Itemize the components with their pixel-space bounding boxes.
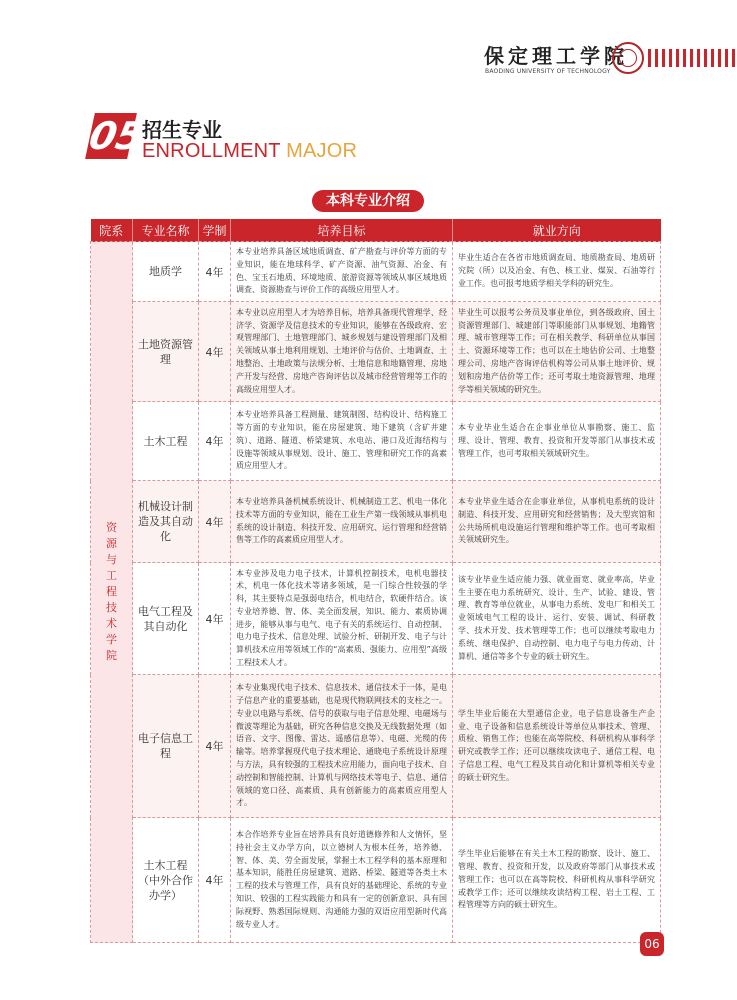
table-title: 本科专业介绍: [312, 190, 424, 212]
col-header-direction: 就业方向: [453, 219, 661, 242]
section-title-en-part1: ENROLLMENT: [142, 140, 281, 162]
career-direction: 毕业生可以报考公务员及事业单位，到各级政府、国土资源管理部门、城建部门等职能部门从事规划、地籍管理、城市管理等工作；可在相关教学、科研单位从事国土、资源环境等工作；也可以在土地估价公司、土地整理公司、房地产咨询评估机构等公司从事土地评价、规划和房地产估价等工作；还可考取土地资源管理、地理学等相关领域的研究生。: [453, 302, 661, 402]
career-direction: 本专业毕业生适合在企事业单位从事勘察、施工、监理、设计、管理、教育、投资和开发等部门从事技术或管理工作，也可考取相关领域研究生。: [453, 402, 661, 481]
table-row: [91, 242, 661, 302]
table-row: [91, 481, 661, 563]
study-years: 4年: [199, 818, 231, 943]
school-seal-icon: [612, 42, 644, 74]
col-header-years: 学制: [199, 219, 231, 242]
training-goal: 本专业培养具备机械系统设计、机械制造工艺、机电一体化技术等方面的专业知识，能在工业生产第一线领域从事机电系统的设计制造、科技开发、应用研究、运行管理和经营销售等工作的高素质应用型人才。: [231, 481, 453, 563]
major-name: 电子信息工程: [133, 675, 199, 818]
study-years: 4年: [199, 481, 231, 563]
career-direction: 该专业毕业生适应能力强、就业面宽、就业率高，毕业生主要在电力系统研究、设计、生产、试验、建设、管理、教育等单位就业，从事电力系统、发电厂和相关工业领域电气工程的设计、运行、安装、调试、科研教学、技术开发、技术管理等工作；也可以继续考取电力系统、继电保护、自动控制、电力电子与电力传动、计算机、通信等多个专业的硕士研究生。: [453, 563, 661, 675]
table-row: [91, 302, 661, 402]
table-header-row: [91, 219, 661, 242]
table-row: [91, 675, 661, 818]
school-name-en: BAODING UNIVERSITY OF TECHNOLOGY: [485, 68, 611, 75]
department-name: 资源与工程技术学院: [106, 521, 117, 663]
career-direction: 本专业毕业生适合在企事业单位，从事机电系统的设计制造、科技开发、应用研究和经营销售；及大型宾馆和公共场所机电设施运行管理和维护等工作。也可考取相关领域研究生。: [453, 481, 661, 563]
career-direction: 毕业生适合在各省市地质调查局、地质勘查局、地质研究院（所）以及冶金、有色、核工业、煤炭、石油等行业工作。也可报考地质学相关学科的研究生。: [453, 242, 661, 302]
major-name: 土木工程（中外合作办学）: [133, 818, 199, 943]
study-years: 4年: [199, 563, 231, 675]
study-years: 4年: [199, 675, 231, 818]
table-row: [91, 563, 661, 675]
study-years: 4年: [199, 302, 231, 402]
training-goal: 本合作培养专业旨在培养具有良好道德修养和人文情怀，坚持社会主义办学方向，以立德树人为根本任务，培养德、智、体、美、劳全面发展，掌握土木工程学科的基本原理和基本知识，能胜任房屋建筑、道路、桥梁、隧道等各类土木工程的技术与管理工作，具有良好的基础理论、系统的专业知识、较强的工程实践能力和具有一定的创新意识、具有国际视野、熟悉国际规则、沟通能力强的双语应用型新时代高级专业人才。: [231, 818, 453, 943]
training-goal: 本专业涉及电力电子技术，计算机控制技术，电机电器技术，机电一体化技术等诸多领域，是一门综合性较强的学科，其主要特点是强弱电结合，机电结合，软硬件结合。该专业培养德、智、体、美全面发展，知识、能力、素质协调进步，能够从事与电气、电子有关的系统运行、自动控制、电力电子技术、信息处理、试验分析、研制开发、电子与计算机技术应用等领域工作的“高素质、强能力、应用型”高级工程技术人才。: [231, 563, 453, 675]
section-title-en-part2: MAJOR: [286, 140, 358, 162]
table-row: [91, 402, 661, 481]
study-years: 4年: [199, 242, 231, 302]
training-goal: 本专业培养具备工程测量、建筑制图、结构设计、结构施工等方面的专业知识，能在房屋建筑、地下建筑（含矿井建筑）、道路、隧道、桥梁建筑、水电站、港口及近海结构与设施等领域从事规划、设计、施工、管理和研究工作的高素质应用型人才。: [231, 402, 453, 481]
career-direction: 学生毕业后能够在有关土木工程的勘察、设计、施工、管理、教育、投资和开发，以及政府等部门从事技术或管理工作；也可以在高等院校、科研机构从事科学研究或教学工作；还可以继续攻读结构工程、岩土工程、工程管理等方向的硕士研究生。: [453, 818, 661, 943]
decorative-stripes: [648, 49, 737, 67]
training-goal: 本专业培养具备区域地质调查、矿产勘查与评价等方面的专业知识，能在地球科学、矿产资源、油气资源、冶金、有色、宝玉石地质、环境地质、旅游资源等领域从事区域地质调查、资源勘查与评价工作的高级应用型人才。: [231, 242, 453, 302]
section-number: 05: [85, 114, 148, 158]
school-name: 保定理工学院: [484, 44, 628, 68]
department-cell: [91, 242, 133, 943]
major-name: 土木工程: [133, 402, 199, 481]
career-direction: 学生毕业后能在大型通信企业，电子信息设备生产企业、电子设备和信息系统设计等单位从事技术、管理、质检、销售工作；也能在高等院校、科研机构从事科学研究或教学工作；还可以继续攻读电子、通信工程、电子信息工程、电气工程及其自动化和计算机等相关专业的硕士研究生。: [453, 675, 661, 818]
col-header-major: 专业名称: [133, 219, 199, 242]
page-number: 06: [640, 932, 664, 956]
table-row: [91, 818, 661, 943]
major-name: 机械设计制造及其自动化: [133, 481, 199, 563]
col-header-goal: 培养目标: [231, 219, 453, 242]
major-name: 地质学: [133, 242, 199, 302]
study-years: 4年: [199, 402, 231, 481]
training-goal: 本专业以应用型人才为培养目标，培养具备现代管理学、经济学、资源学及信息技术的专业知识，能够在各级政府、宏观管理部门、土地管理部门、城乡规划与建设管理部门及相关领域从事土地利用规划、土地评价与估价、土地调查、土地整治、土地政策与法规分析、土地信息和地籍管理、房地产开发与经营、房地产咨询评估以及城市经营管理等工作的高级应用型人才。: [231, 302, 453, 402]
majors-table: [90, 219, 661, 943]
section-title-cn: 招生专业: [142, 118, 222, 142]
major-name: 土地资源管理: [133, 302, 199, 402]
col-header-department: 院系: [91, 219, 133, 242]
major-name: 电气工程及其自动化: [133, 563, 199, 675]
section-title-en: [142, 140, 357, 163]
training-goal: 本专业集现代电子技术、信息技术、通信技术于一体，是电子信息产业的重要基础，也是现代物联网技术的支柱之一。专业以电路与系统、信号的获取与电子信息处理、电磁场与微波等理论为基础，研究各种信息交换及无线数据处理（如语音、文字、图像、雷达、遥感信息等）、电磁、光缆的传输等。培养掌握现代电子技术理论、通晓电子系统设计原理与方法，具有较强的工程技术应用能力，面向电子技术、自动控制和智能控制、计算机与网络技术等电子、信息、通信领域的宽口径、高素质、具有创新能力的高素质应用型人才。: [231, 675, 453, 818]
